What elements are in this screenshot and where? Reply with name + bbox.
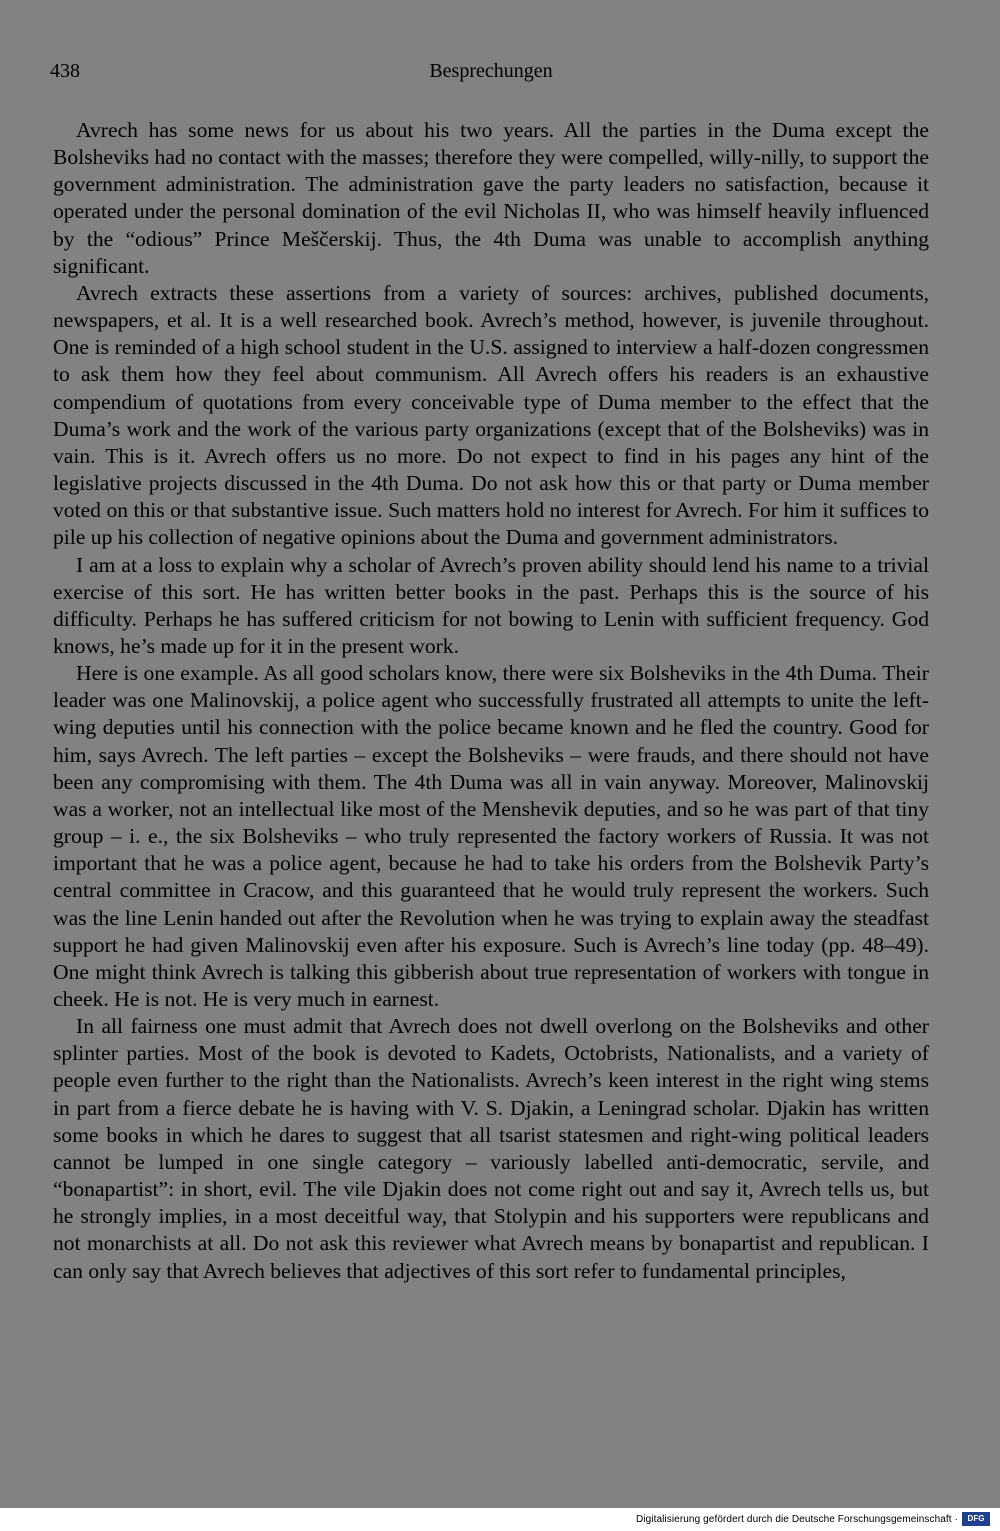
funding-credit: Digitalisierung gefördert durch die Deutsche Forschungsgemeinschaft ·	[635, 1514, 958, 1525]
section-title: Besprechungen	[429, 60, 553, 82]
paragraph: In all fairness one must admit that Avrech does not dwell overlong on the Bolsheviks and other splinter parties. Most of the book is devoted to Kadets, Octobrists, Nationalists, and a variety of people even further to the right than the Nationalists. Avrech’s keen interest in the right wing stems in part from a fierce debate he is having with V. S. Djakin, a Leningrad scholar. Djakin has written some books in which he dares to suggest that all tsarist statesmen and right-wing political leaders cannot be lumped in one single category – variously labelled anti-democratic, servile, and “bonapartist”: in short, evil. The vile Djakin does not come right out and say it, Avrech tells us, but he strongly implies, in a most deceitful way, that Stolypin and his supporters were republicans and not monarchists at all. Do not ask this reviewer what Avrech means by bonapartist and republican. I can only say that Avrech believes that adjectives of this sort refer to fundamental principles,	[53, 1014, 929, 1283]
paragraph: Here is one example. As all good scholars know, there were six Bolsheviks in the 4th Duma. Their leader was one Malinovskij, a police agent who successfully frustrated all attempts to unite the left-wing deputies until his connection with the police became known and he fled the country. Good for him, says Avrech. The left parties – except the Bolsheviks – were frauds, and there should not have been any compromising with them. The 4th Duma was all in vain anyway. Moreover, Malinovskij was a worker, not an intellectual like most of the Menshevik deputies, and so he was part of that tiny group – i. e., the six Bolsheviks – who truly represented the factory workers of Russia. It was not important that he was a police agent, because he had to take his orders from the Bolshevik Party’s central committee in Cracow, and this guaranteed that he would truly represent the workers. Such was the line Lenin handed out after the Revolution when he was trying to explain away the steadfast support he had given Malinovskij even after his exposure. Such is Avrech’s line today (pp. 48–49). One might think Avrech is talking this gibberish about true representation of workers with tongue in cheek. He is not. He is very much in earnest.	[53, 661, 929, 1011]
paragraph: Avrech has some news for us about his two years. All the parties in the Duma except the Bolsheviks had no contact with the masses; therefore they were compelled, willy-nilly, to support the government administration. The administration gave the party leaders no satisfaction, because it operated under the personal domination of the evil Nicholas II, who was himself heavily influenced by the “odious” Prince Meščerskij. Thus, the 4th Duma was unable to accomplish anything significant.	[53, 118, 929, 278]
digitization-footer	[0, 1508, 1000, 1531]
dfg-logo: DFG	[962, 1512, 990, 1526]
running-head	[50, 58, 932, 84]
review-body	[53, 117, 929, 1285]
paragraph: I am at a loss to explain why a scholar of Avrech’s proven ability should lend his name to a trivial exercise of this sort. He has written better books in the past. Perhaps this is the source of his difficulty. Perhaps he has suffered criticism for not bowing to Lenin with sufficient frequency. God knows, he’s made up for it in the present work.	[53, 552, 929, 658]
paragraph: Avrech extracts these assertions from a variety of sources: archives, published documents, newspapers, et al. It is a well researched book. Avrech’s method, however, is juvenile throughout. One is reminded of a high school student in the U.S. assigned to interview a half-dozen congressmen to ask them how they feel about communism. All Avrech offers his readers is an exhaustive compendium of quotations from every conceivable type of Duma member to the effect that the Duma’s work and the work of the various party organizations (except that of the Bolsheviks) was in vain. This is it. Avrech offers us no more. Do not expect to find in his pages any hint of the legislative projects discussed in the 4th Duma. Do not ask how this or that party or Duma member voted on this or that substantive issue. Such matters hold no interest for Avrech. For him it suffices to pile up his collection of negative opinions about the Duma and government administrators.	[53, 280, 929, 550]
page-number: 438	[50, 60, 80, 82]
